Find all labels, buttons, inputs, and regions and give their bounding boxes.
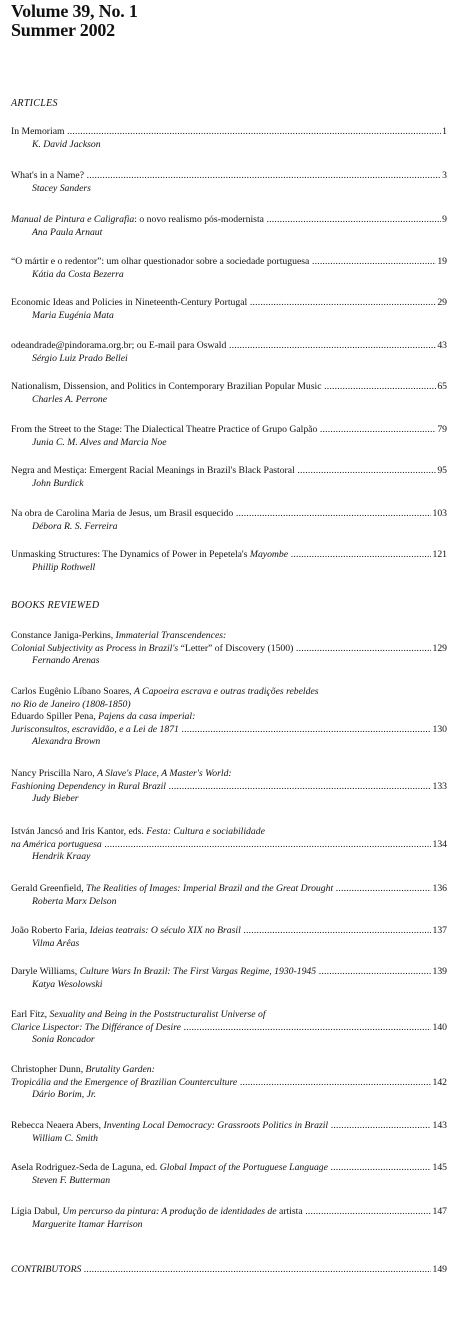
title-segment: Asela Rodriguez-Seda de Laguna, ed. xyxy=(11,1162,160,1173)
page-number: 140 xyxy=(432,1021,447,1033)
entry-title-line xyxy=(11,126,447,139)
title-segment: A Slave's Place, A Master's World: xyxy=(97,768,232,779)
title-segment: Unmasking Structures: The Dynamics of Power in Pepetela's xyxy=(11,549,250,560)
book-review-entry[interactable] xyxy=(11,1120,447,1145)
entry-title-line xyxy=(11,1120,447,1133)
entry-title-line xyxy=(11,381,447,394)
book-review-entry[interactable] xyxy=(11,1206,447,1231)
title-segment: Rebecca Neaera Abers, xyxy=(11,1120,104,1131)
title-segment: Culture Wars In Brazil: The First Vargas Regime, 1930-1945 xyxy=(79,966,317,977)
entry-title-line xyxy=(11,724,447,737)
title-segment: João Roberto Faria, xyxy=(11,925,90,936)
entry-author: Stacey Sanders xyxy=(32,182,91,194)
entry-author: John Burdick xyxy=(32,477,84,489)
title-segment: Gerald Greenfield, xyxy=(11,883,87,894)
title-segment: Sexuality and Being in the Poststructuralist Universe of xyxy=(49,1009,266,1020)
article-entry[interactable] xyxy=(11,424,447,449)
entry-title-line xyxy=(11,643,447,656)
title-segment: Tropicália and the Emergence of Brazilian Counterculture xyxy=(11,1076,238,1088)
title-segment: Lígia Dabul, xyxy=(11,1206,63,1217)
title-segment: Colonial Subjectivity as Process in Brazil's xyxy=(11,642,181,654)
entry-title-line xyxy=(11,170,447,183)
contributors-entry[interactable] xyxy=(11,1264,447,1277)
entry-author: Junia C. M. Alves and Marcia Noe xyxy=(32,436,167,448)
entry-title-line xyxy=(11,826,447,839)
page-number: 149 xyxy=(432,1264,447,1275)
book-review-entry[interactable] xyxy=(11,826,447,864)
article-entry[interactable] xyxy=(11,256,447,281)
entry-title-line xyxy=(11,549,447,562)
title-segment: : o novo realismo pós-modernista xyxy=(134,214,264,225)
entry-title-line xyxy=(11,768,447,781)
article-entry[interactable] xyxy=(11,381,447,406)
entry-title-line xyxy=(11,883,447,896)
entry-title-line xyxy=(11,1264,447,1277)
page-number: 147 xyxy=(432,1206,447,1217)
title-segment: “O mártir e o redentor”: um olhar questionador sobre a sociedade portuguesa xyxy=(11,256,310,267)
article-entry[interactable] xyxy=(11,549,447,574)
entry-title-line xyxy=(11,465,447,478)
page-number: 143 xyxy=(432,1120,447,1131)
title-segment: István Jancsó and Iris Kantor, eds. xyxy=(11,826,147,837)
book-review-entry[interactable] xyxy=(11,686,447,749)
entry-title-line xyxy=(11,1009,447,1022)
title-segment: Brutality Garden: xyxy=(85,1064,155,1075)
entry-title-line xyxy=(11,686,447,699)
title-segment: Inventing Local Democracy: Grassroots Politics in Brazil xyxy=(103,1120,329,1131)
entry-author: Sonia Roncador xyxy=(32,1034,95,1045)
entry-title-line xyxy=(11,297,447,310)
entry-author: William C. Smith xyxy=(32,1132,98,1144)
entry-author: Phillip Rothwell xyxy=(32,561,96,573)
article-entry[interactable] xyxy=(11,465,447,490)
entry-title-line xyxy=(11,1022,447,1035)
page-number: 9 xyxy=(442,214,447,225)
page-number: 130 xyxy=(432,723,447,735)
entry-author: Alexandra Brown xyxy=(32,736,101,747)
page-number: 121 xyxy=(432,549,447,560)
entry-title-line xyxy=(11,839,447,852)
title-segment: Ideias teatrais: O século XIX no Brasil xyxy=(89,925,241,936)
article-entry[interactable] xyxy=(11,170,447,195)
entry-author: Vilma Arêas xyxy=(32,937,80,949)
book-review-entry[interactable] xyxy=(11,1009,447,1047)
title-segment: odeandrade@pindorama.org.br; ou E-mail para Oswald xyxy=(11,340,227,351)
article-entry[interactable] xyxy=(11,126,447,151)
entry-title-line xyxy=(11,256,447,269)
title-segment: na América portuguesa xyxy=(11,838,102,850)
volume-number: Volume 39, No. 1 xyxy=(11,1,138,21)
page-number: 137 xyxy=(432,925,447,936)
title-segment: artista xyxy=(276,1206,303,1217)
title-segment: A Capoeira escrava e outras tradições rebeldes xyxy=(133,686,319,697)
entry-title-line xyxy=(11,340,447,353)
entry-author: Sérgio Luiz Prado Bellei xyxy=(32,352,128,364)
entry-author: Ana Paula Arnaut xyxy=(32,226,103,238)
book-review-entry[interactable] xyxy=(11,1064,447,1102)
page-number: 129 xyxy=(432,642,447,654)
book-review-entry[interactable] xyxy=(11,768,447,806)
title-segment: no Rio de Janeiro (1808-1850) xyxy=(11,698,131,710)
title-segment: Daryle Williams, xyxy=(11,966,80,977)
title-segment: Negra and Mestiça: Emergent Racial Meanings in Brazil's Black Pastoral xyxy=(11,465,295,476)
title-segment: Pajens da casa imperial: xyxy=(98,711,196,722)
title-segment: Na obra de Carolina Maria de Jesus, um Brasil esquecido xyxy=(11,508,234,519)
entry-title-line xyxy=(11,781,447,794)
title-segment: Economic Ideas and Policies in Nineteenth-Century Portugal xyxy=(11,297,248,308)
entry-author: Charles A. Perrone xyxy=(32,393,108,405)
entry-title-line xyxy=(11,711,447,724)
title-segment: Constance Janiga-Perkins, xyxy=(11,630,116,641)
page-number: 95 xyxy=(437,465,447,476)
entry-author: Maria Eugénia Mata xyxy=(32,309,114,321)
title-segment: Festa: Cultura e sociabilidade xyxy=(146,826,265,837)
contributors-label: CONTRIBUTORS xyxy=(11,1264,82,1275)
page-number: 29 xyxy=(437,297,447,308)
title-segment: What's in a Name? xyxy=(11,170,85,181)
entry-author: Roberta Marx Delson xyxy=(32,895,117,907)
title-segment: From the Street to the Stage: The Dialectical Theatre Practice of Grupo Galpão xyxy=(11,424,318,435)
title-segment: Eduardo Spiller Pena, xyxy=(11,711,99,722)
entry-author: K. David Jackson xyxy=(32,138,101,150)
entry-author: Hendrik Kraay xyxy=(32,851,91,862)
article-entry[interactable] xyxy=(11,508,447,533)
article-entry[interactable] xyxy=(11,214,447,239)
entry-title-line xyxy=(11,424,447,437)
page-number: 79 xyxy=(437,424,447,435)
entry-title-line xyxy=(11,214,447,227)
title-segment: Earl Fitz, xyxy=(11,1009,50,1020)
articles-section-heading: ARTICLES xyxy=(11,98,58,109)
entry-author: Dário Borim, Jr. xyxy=(32,1089,97,1100)
page-number: 19 xyxy=(437,256,447,267)
title-segment: Fashioning Dependency in Rural Brazil xyxy=(11,780,166,792)
issue-season: Summer 2002 xyxy=(11,20,115,40)
title-segment: Global Impact of the Portuguese Language xyxy=(159,1162,328,1173)
entry-author: Katya Wesolowski xyxy=(32,978,103,990)
page-number: 139 xyxy=(432,966,447,977)
issue-header xyxy=(11,2,138,40)
title-segment: Nancy Priscilla Naro, xyxy=(11,768,98,779)
title-segment: Nationalism, Dissension, and Politics in Contemporary Brazilian Popular Music xyxy=(11,381,322,392)
page-number: 134 xyxy=(432,838,447,850)
entry-title-line xyxy=(11,1064,447,1077)
title-segment: Clarice Lispector: The Différance of Desire xyxy=(11,1021,181,1033)
page-number: 3 xyxy=(442,170,447,181)
entry-author: Fernando Arenas xyxy=(32,655,100,666)
article-entry[interactable] xyxy=(11,297,447,322)
book-review-entry[interactable] xyxy=(11,883,447,908)
title-segment: The Realities of Images: Imperial Brazil and the Great Drought xyxy=(86,883,334,894)
page-number: 103 xyxy=(432,508,447,519)
entry-title-line xyxy=(11,925,447,938)
entry-title-line xyxy=(11,508,447,521)
title-segment: Immaterial Transcendences: xyxy=(115,630,227,641)
entry-title-line xyxy=(11,966,447,979)
title-segment: Christopher Dunn, xyxy=(11,1064,86,1075)
article-entry[interactable] xyxy=(11,340,447,365)
entry-title-line xyxy=(11,1162,447,1175)
page-number: 142 xyxy=(432,1076,447,1088)
page-number: 43 xyxy=(437,340,447,351)
page-number: 65 xyxy=(437,381,447,392)
book-review-entry[interactable] xyxy=(11,966,447,991)
entry-author: Judy Bieber xyxy=(32,793,79,804)
entry-title-line xyxy=(11,630,447,643)
page-number: 1 xyxy=(442,126,447,137)
book-review-entry[interactable] xyxy=(11,630,447,668)
entry-author: Débora R. S. Ferreira xyxy=(32,520,118,532)
page-number: 145 xyxy=(432,1162,447,1173)
book-review-entry[interactable] xyxy=(11,1162,447,1187)
entry-author: Marguerite Itamar Harrison xyxy=(32,1218,143,1230)
book-review-entry[interactable] xyxy=(11,925,447,950)
entry-author: Steven F. Butterman xyxy=(32,1174,111,1186)
title-segment: Um percurso da pintura: A produção de identidades de xyxy=(62,1206,277,1217)
page-number: 136 xyxy=(432,883,447,894)
page-number: 133 xyxy=(432,780,447,792)
entry-author: Kátia da Costa Bezerra xyxy=(32,268,124,280)
entry-title-line xyxy=(11,1206,447,1219)
title-segment: Carlos Eugênio Líbano Soares, xyxy=(11,686,134,697)
title-segment: In Memoriam xyxy=(11,126,65,137)
books-reviewed-section-heading: BOOKS REVIEWED xyxy=(11,600,100,611)
entry-title-line xyxy=(11,699,447,712)
title-segment: Jurisconsultos, escravidão, e a Lei de 1871 xyxy=(11,723,179,735)
title-segment: Mayombe xyxy=(249,549,289,560)
title-segment: “Letter” of Discovery (1500) xyxy=(180,642,294,654)
entry-title-line xyxy=(11,1077,447,1090)
title-segment: Manual de Pintura e Caligrafia xyxy=(11,214,135,225)
